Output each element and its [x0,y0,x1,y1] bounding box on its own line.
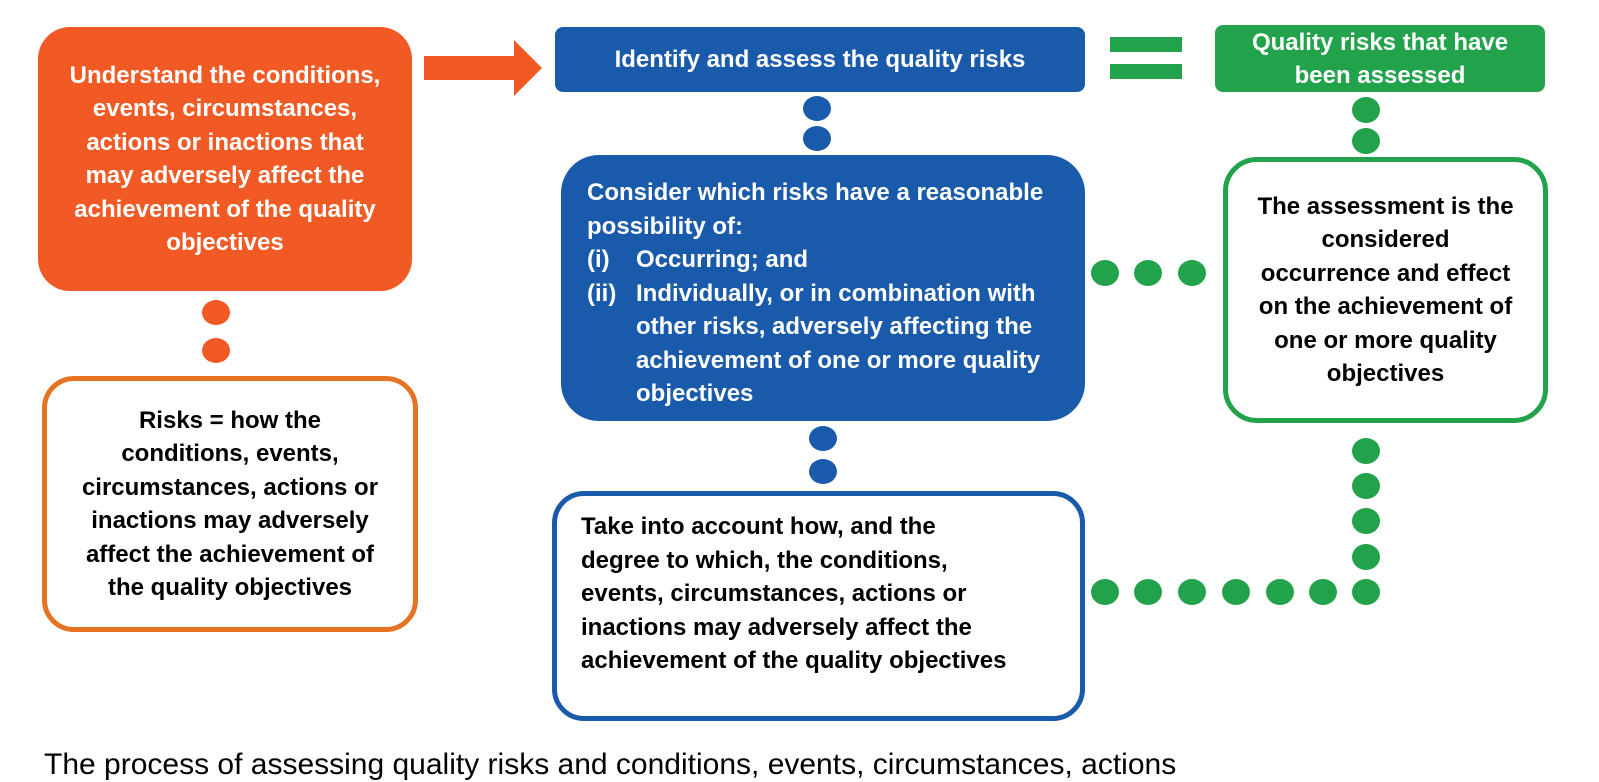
assessed-risks-text: Quality risks that have been assessed [1251,28,1509,89]
consider-intro-text: Consider which risks have a reasonable possibility of: [587,179,1044,240]
green-connector-dot [1352,97,1380,123]
understand-conditions-text: Understand the conditions, events, circumstances, actions or inactions that may adversely affect the achievement of the quality objectives [69,61,381,256]
equals-icon [1110,37,1182,79]
green-connector-dot [1266,579,1294,605]
consider-risks-box [561,155,1085,421]
green-connector-dot [1352,544,1380,570]
blue-connector-dot [809,459,837,484]
green-connector-dot [1091,579,1119,605]
list-item-number: (ii) [587,279,617,307]
green-connector-dot [1352,438,1380,464]
consider-list-item [587,277,1059,411]
orange-connector-dot [202,300,230,325]
blue-connector-dot [803,126,831,151]
assessment-box [1223,157,1548,423]
blue-connector-dot [803,96,831,121]
green-connector-dot [1178,260,1206,286]
identify-assess-text: Identify and assess the quality risks [614,45,1026,73]
green-connector-dot [1352,128,1380,154]
green-connector-dot [1352,473,1380,499]
green-connector-dot [1222,579,1250,605]
list-item-text: Occurring; and [636,246,809,273]
list-item-number: (i) [587,246,610,273]
consider-list-item [587,243,1059,277]
arrow-right-icon [424,40,542,96]
green-connector-dot [1309,579,1337,605]
green-connector-dot [1352,579,1380,605]
footer-caption: The process of assessing quality risks and conditions, events, circumstances, actions [44,748,1177,781]
identify-assess-box [555,27,1085,92]
understand-conditions-box [38,27,412,291]
assessed-risks-box [1215,25,1545,92]
green-connector-dot [1134,579,1162,605]
assessment-text: The assessment is the considered occurrence and effect on the achievement of one or more quality objectives [1257,192,1514,387]
take-into-account-text: Take into account how, and the degree to which, the conditions, events, circumstances, actions or inactions may adversely affect the achievement of the quality objectives [581,513,1007,674]
risks-definition-text: Risks = how the conditions, events, circumstances, actions or inactions may adversely affect the achievement of the quality objectives [81,406,379,601]
green-connector-dot [1178,579,1206,605]
green-connector-dot [1352,508,1380,534]
blue-connector-dot [809,426,837,451]
list-item-text: Individually, or in combination with other risks, adversely affecting the achievement of one or more quality objectives [636,279,1041,407]
green-connector-dot [1134,260,1162,286]
take-into-account-box [552,491,1085,721]
risks-definition-box [42,376,418,632]
green-connector-dot [1091,260,1119,286]
orange-connector-dot [202,338,230,363]
